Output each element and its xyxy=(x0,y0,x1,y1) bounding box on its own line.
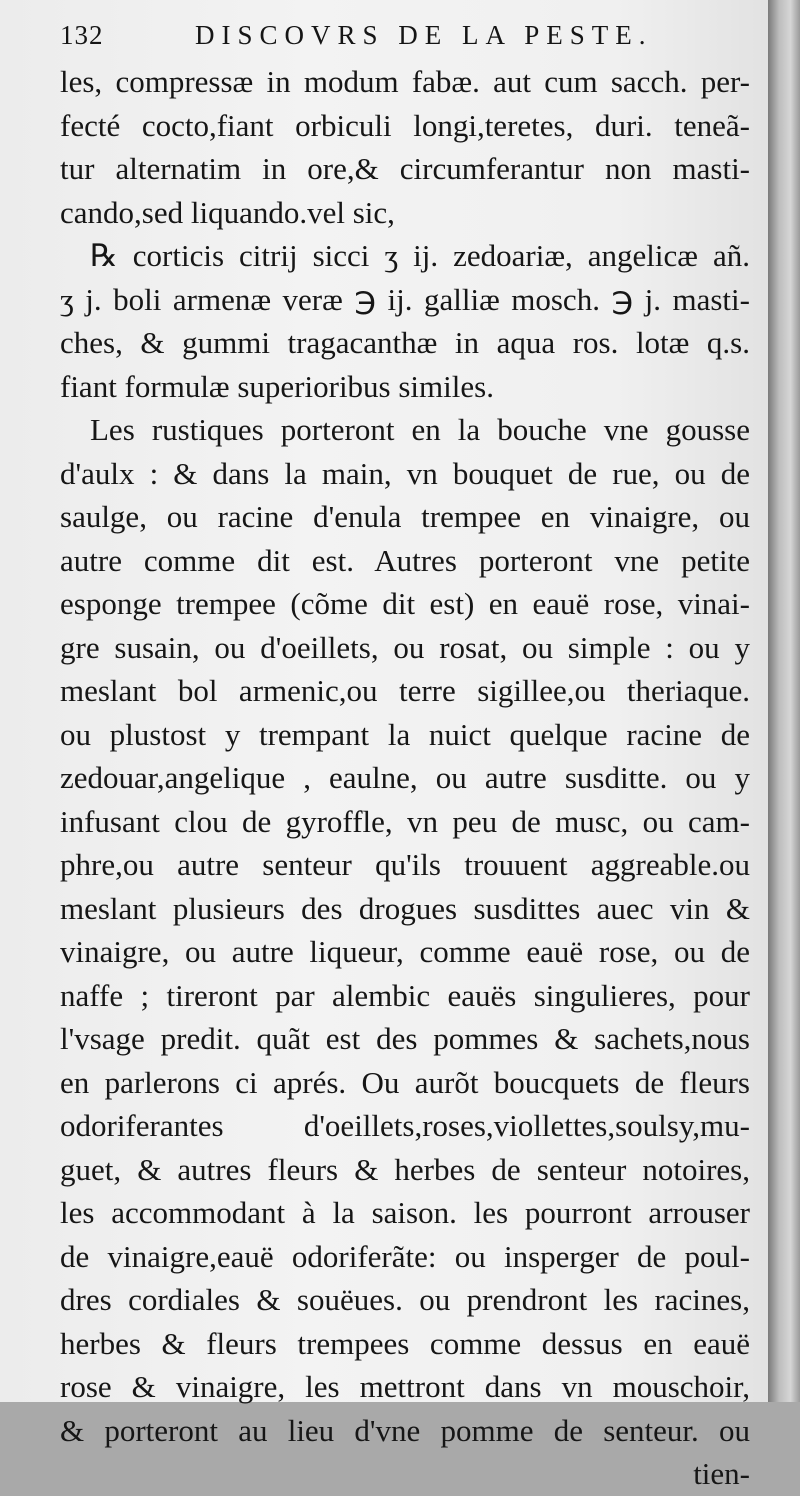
text-line: ches, & gummi tragacanthæ in aqua ros. lotæ q.s. xyxy=(60,325,750,360)
text-line: herbes & fleurs trempees comme dessus en eauë xyxy=(60,1325,750,1361)
text-line: zedouar,angelique , eaulne, ou autre susditte. ou y xyxy=(60,760,750,795)
text-line: les accommodant à la saison. les pourront arrouser xyxy=(60,1195,750,1230)
page-header xyxy=(60,20,740,56)
text-line: ʒ j. boli armenæ veræ ℈ ij. galliæ mosch. ℈ j. masti- xyxy=(60,281,750,317)
text-line: & porteront au lieu d'vne pomme de senteur. ou xyxy=(60,1412,750,1448)
text-line: cando,sed liquando.vel sic, xyxy=(60,194,395,230)
text-line: meslant plusieurs des drogues susdittes auec vin & xyxy=(60,890,750,926)
page-gutter-shadow xyxy=(768,0,800,1402)
text-line: rose & vinaigre, les mettront dans vn mouschoir, xyxy=(60,1369,750,1404)
text-line: Les rustiques porteront en la bouche vne gousse xyxy=(90,412,750,447)
text-line: tur alternatim in ore,& circumferantur non masti- xyxy=(60,151,750,186)
text-line: dres cordiales & souëues. ou prendront les racines, xyxy=(60,1282,750,1317)
text-line: d'aulx : & dans la main, vn bouquet de rue, ou de xyxy=(60,455,750,491)
text-line: ℞ corticis citrij sicci ʒ ij. zedoariæ, angelicæ añ. xyxy=(90,238,750,273)
text-line: les, compressæ in modum fabæ. aut cum sacch. per- xyxy=(60,64,750,99)
running-title: DISCOVRS DE LA PESTE. xyxy=(195,20,653,50)
body-text xyxy=(60,60,750,1496)
text-line: vinaigre, ou autre liqueur, comme eauë rose, ou de xyxy=(60,934,750,969)
text-line: odoriferantes d'oeillets,roses,viollettes,soulsy,mu- xyxy=(60,1108,750,1143)
text-line: esponge trempee (cõme dit est) en eauë rose, vinai- xyxy=(60,586,750,621)
text-line: de vinaigre,eauë odoriferãte: ou insperger de poul- xyxy=(60,1238,750,1274)
catchword: tien- xyxy=(693,1456,750,1491)
text-line: meslant bol armenic,ou terre sigillee,ou theriaque. xyxy=(60,673,750,708)
text-line: naffe ; tireront par alembic eauës singulieres, pour xyxy=(60,977,750,1013)
text-line: autre comme dit est. Autres porteront vne petite xyxy=(60,542,750,578)
text-line: fecté cocto,fiant orbiculi longi,teretes, duri. teneã- xyxy=(60,107,750,143)
text-line: l'vsage predit. quãt est des pommes & sachets,nous xyxy=(60,1021,750,1056)
text-line: infusant clou de gyroffle, vn peu de musc, ou cam- xyxy=(60,803,750,839)
text-line: phre,ou autre senteur qu'ils trouuent aggreable.ou xyxy=(60,847,750,882)
text-line: gre susain, ou d'oeillets, ou rosat, ou simple : ou y xyxy=(60,629,750,665)
text-line: fiant formulæ superioribus similes. xyxy=(60,368,494,404)
text-line: saulge, ou racine d'enula trempee en vinaigre, ou xyxy=(60,499,750,534)
text-line: en parlerons ci aprés. Ou aurõt boucquets de fleurs xyxy=(60,1064,750,1100)
text-line: guet, & autres fleurs & herbes de senteur notoires, xyxy=(60,1151,750,1187)
page-number: 132 xyxy=(60,20,104,50)
text-line: ou plustost y trempant la nuict quelque racine de xyxy=(60,716,750,752)
